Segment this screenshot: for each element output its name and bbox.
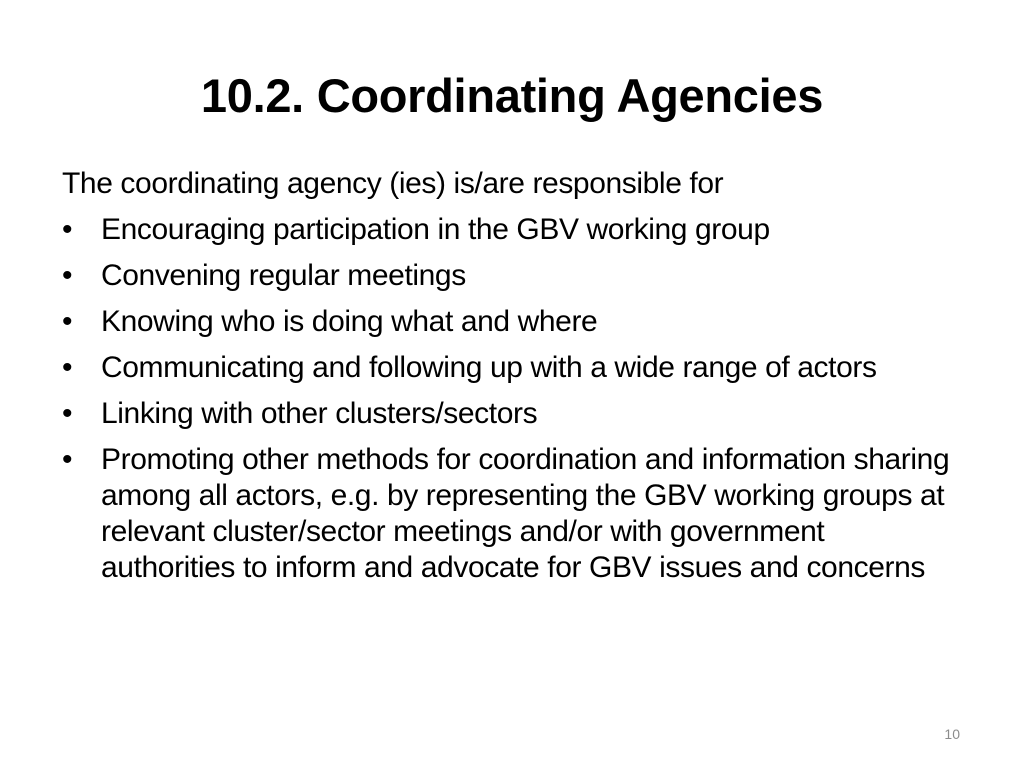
bullet-text: Encouraging participation in the GBV working group [101,213,770,246]
bullet-glyph: • [62,397,73,430]
bullet-glyph: • [62,443,73,476]
intro-text: The coordinating agency (ies) is/are responsible for [62,167,724,200]
bullet-glyph: • [62,213,73,246]
bullet-item [62,442,962,586]
bullet-item [62,350,962,386]
bullet-text: Knowing who is doing what and where [101,305,598,338]
bullet-item [62,304,962,340]
bullet-text: Convening regular meetings [101,259,466,292]
bullet-list [62,212,962,586]
bullet-item [62,396,962,432]
bullet-glyph: • [62,259,73,292]
bullet-text: Linking with other clusters/sectors [101,397,538,430]
slide-title: 10.2. Coordinating Agencies [200,69,824,122]
bullet-text: Communicating and following up with a wide range of actors [101,351,877,384]
slide-body [62,166,962,596]
bullet-glyph: • [62,305,73,338]
bullet-item [62,212,962,248]
page-number: 10 [944,726,960,742]
bullet-glyph: • [62,351,73,384]
bullet-text: Promoting other methods for coordination and information sharing among all actors, e.g. by representing the GBV working groups at relevant cluster/sector meetings and/or with government authorities to inform and advocate for GBV issues and concerns [101,443,950,584]
bullet-item [62,258,962,294]
